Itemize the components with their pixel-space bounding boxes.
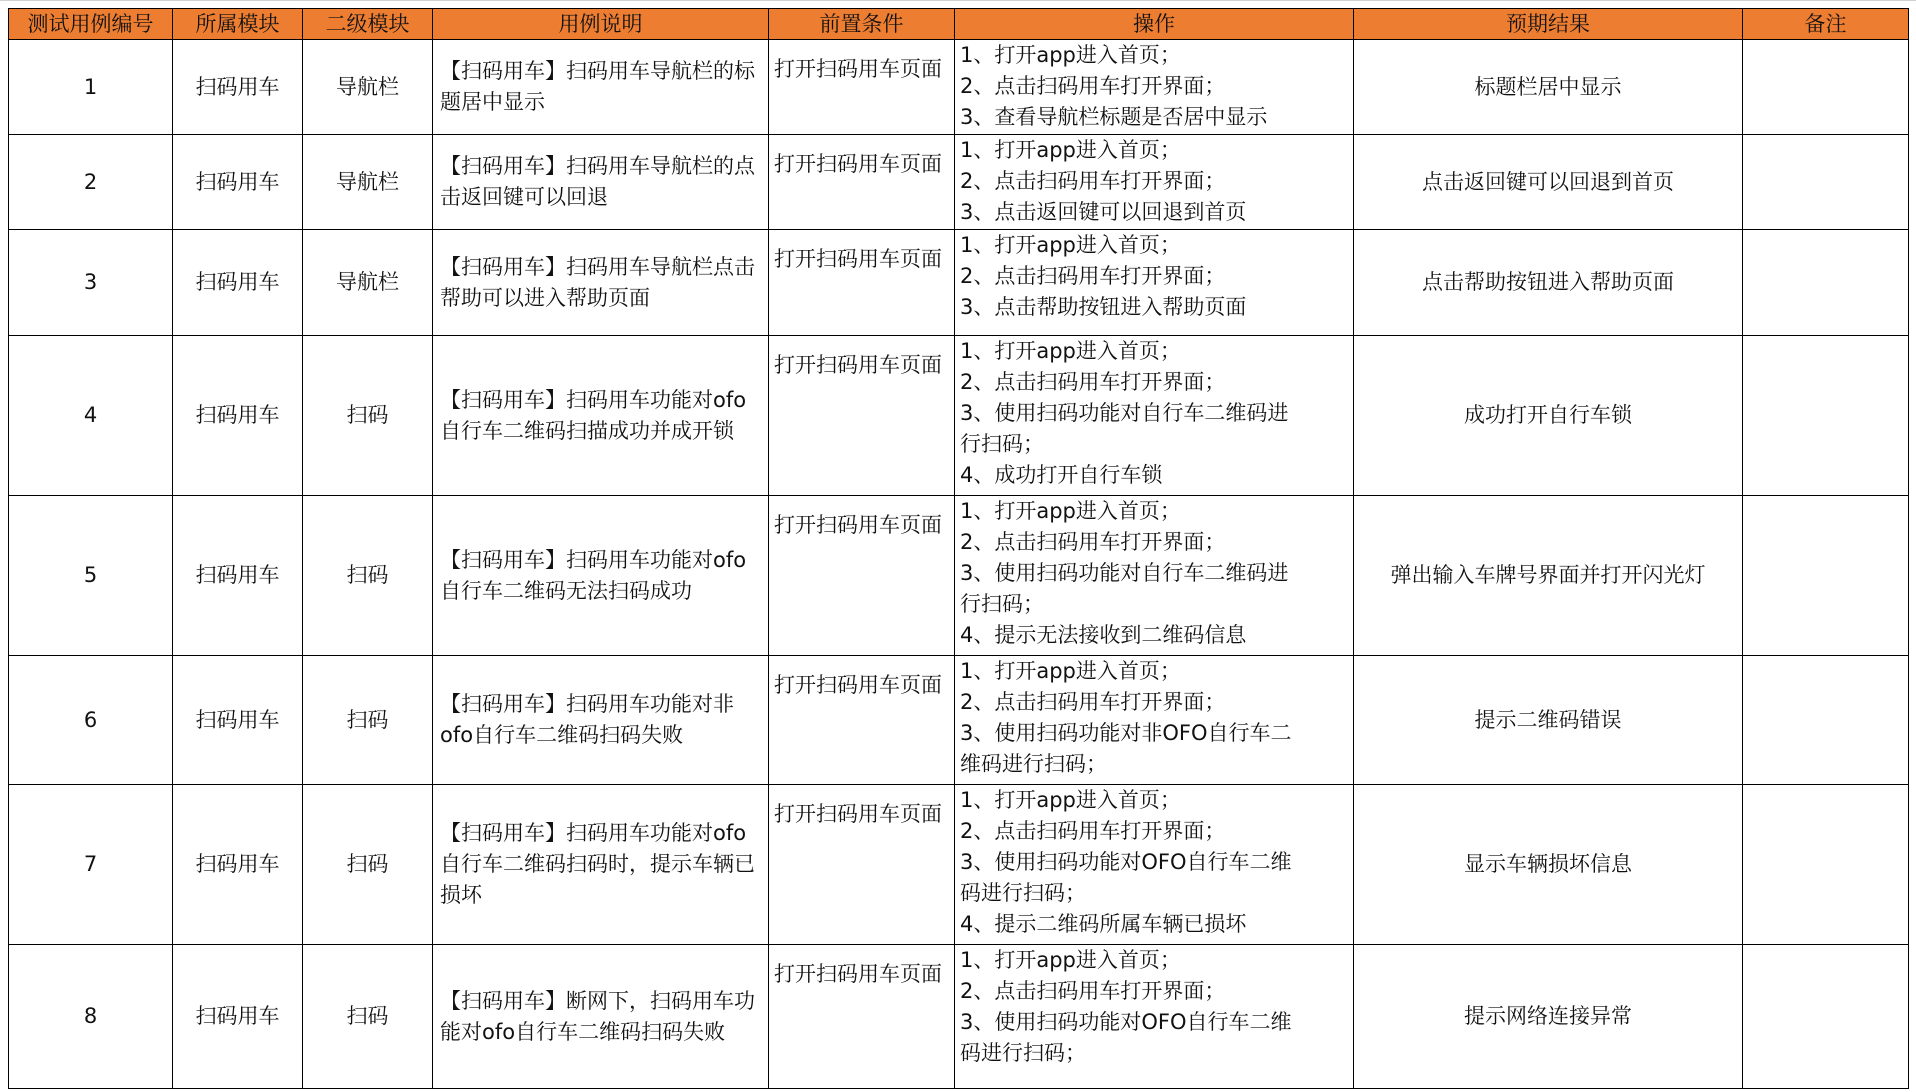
precondition-cell[interactable] xyxy=(769,496,955,656)
operation-step: 2、点击扫码用车打开界面； xyxy=(960,370,1226,394)
operation-step: 4、提示二维码所属车辆已损坏 xyxy=(960,912,1247,936)
module-cell[interactable]: 扫码用车 xyxy=(173,40,303,135)
expected-result-cell[interactable]: 点击返回键可以回退到首页 xyxy=(1354,135,1743,230)
description-text: 【扫码用车】扫码用车导航栏点击帮助可以进入帮助页面 xyxy=(440,254,755,310)
operation-step: 维码进行扫码； xyxy=(960,752,1107,776)
submodule-cell[interactable]: 扫码 xyxy=(303,785,433,945)
submodule-cell[interactable]: 扫码 xyxy=(303,496,433,656)
case-id-cell[interactable]: 8 xyxy=(9,945,173,1089)
submodule-cell[interactable]: 扫码 xyxy=(303,656,433,785)
precondition-cell[interactable] xyxy=(769,230,955,336)
operation-step: 1、打开app进入首页； xyxy=(960,43,1181,67)
operation-step: 3、点击返回键可以回退到首页 xyxy=(960,200,1247,224)
operations-cell[interactable] xyxy=(955,785,1354,945)
submodule-cell[interactable]: 扫码 xyxy=(303,945,433,1089)
table-row xyxy=(9,656,1909,785)
operation-step: 1、打开app进入首页； xyxy=(960,339,1181,363)
module-cell[interactable]: 扫码用车 xyxy=(173,785,303,945)
precondition-text: 打开扫码用车页面 xyxy=(774,152,942,176)
test-case-table xyxy=(8,8,1909,1089)
case-id-cell[interactable]: 5 xyxy=(9,496,173,656)
operation-step: 3、使用扫码功能对OFO自行车二维 xyxy=(960,1010,1292,1034)
operation-step: 行扫码； xyxy=(960,432,1044,456)
table-row xyxy=(9,230,1909,336)
submodule-cell[interactable]: 导航栏 xyxy=(303,230,433,336)
operation-step: 2、点击扫码用车打开界面； xyxy=(960,530,1226,554)
table-row xyxy=(9,785,1909,945)
header-cell[interactable]: 测试用例编号 xyxy=(9,9,173,40)
operation-step: 4、成功打开自行车锁 xyxy=(960,463,1163,487)
table-row xyxy=(9,40,1909,135)
expected-result-cell[interactable]: 提示网络连接异常 xyxy=(1354,945,1743,1089)
precondition-text: 打开扫码用车页面 xyxy=(774,247,942,271)
case-id-cell[interactable]: 2 xyxy=(9,135,173,230)
expected-result-cell[interactable]: 成功打开自行车锁 xyxy=(1354,336,1743,496)
precondition-cell[interactable] xyxy=(769,336,955,496)
operation-step: 1、打开app进入首页； xyxy=(960,948,1181,972)
table-row xyxy=(9,336,1909,496)
note-cell[interactable] xyxy=(1743,785,1909,945)
expected-result-cell[interactable]: 弹出输入车牌号界面并打开闪光灯 xyxy=(1354,496,1743,656)
module-cell[interactable]: 扫码用车 xyxy=(173,496,303,656)
operation-step: 行扫码； xyxy=(960,592,1044,616)
description-text: 【扫码用车】扫码用车功能对ofo自行车二维码扫码时，提示车辆已损坏 xyxy=(440,821,755,907)
operation-step: 1、打开app进入首页； xyxy=(960,138,1181,162)
operation-step: 2、点击扫码用车打开界面； xyxy=(960,74,1226,98)
case-id-cell[interactable]: 3 xyxy=(9,230,173,336)
module-cell[interactable]: 扫码用车 xyxy=(173,135,303,230)
precondition-text: 打开扫码用车页面 xyxy=(774,353,942,377)
precondition-cell[interactable] xyxy=(769,135,955,230)
top-edge-line xyxy=(0,0,1916,1)
submodule-cell[interactable]: 导航栏 xyxy=(303,40,433,135)
header-cell[interactable]: 预期结果 xyxy=(1354,9,1743,40)
description-text: 【扫码用车】扫码用车导航栏的点击返回键可以回退 xyxy=(440,154,755,209)
precondition-cell[interactable] xyxy=(769,785,955,945)
note-cell[interactable] xyxy=(1743,656,1909,785)
expected-result-cell[interactable]: 显示车辆损坏信息 xyxy=(1354,785,1743,945)
description-text: 【扫码用车】扫码用车功能对ofo自行车二维码扫描成功并成开锁 xyxy=(440,387,747,443)
description-cell[interactable] xyxy=(433,945,769,1089)
submodule-cell[interactable]: 扫码 xyxy=(303,336,433,496)
case-id-cell[interactable]: 6 xyxy=(9,656,173,785)
header-cell[interactable]: 备注 xyxy=(1743,9,1909,40)
precondition-cell[interactable] xyxy=(769,656,955,785)
operations-cell[interactable] xyxy=(955,656,1354,785)
precondition-cell[interactable] xyxy=(769,40,955,135)
operation-step: 码进行扫码； xyxy=(960,881,1086,905)
description-cell[interactable] xyxy=(433,230,769,336)
operation-step: 1、打开app进入首页； xyxy=(960,659,1181,683)
operation-step: 3、查看导航栏标题是否居中显示 xyxy=(960,105,1268,129)
description-text: 【扫码用车】扫码用车功能对非ofo自行车二维码扫码失败 xyxy=(440,692,734,747)
header-cell[interactable]: 用例说明 xyxy=(433,9,769,40)
operation-step: 2、点击扫码用车打开界面； xyxy=(960,264,1226,288)
operations-cell[interactable] xyxy=(955,496,1354,656)
header-row xyxy=(9,9,1909,40)
header-cell[interactable]: 前置条件 xyxy=(769,9,955,40)
description-cell[interactable] xyxy=(433,40,769,135)
operations-cell[interactable] xyxy=(955,945,1354,1089)
precondition-text: 打开扫码用车页面 xyxy=(774,962,942,986)
description-cell[interactable] xyxy=(433,496,769,656)
precondition-text: 打开扫码用车页面 xyxy=(774,57,942,81)
operations-cell[interactable] xyxy=(955,230,1354,336)
operation-step: 3、使用扫码功能对非OFO自行车二 xyxy=(960,721,1292,745)
module-cell[interactable]: 扫码用车 xyxy=(173,230,303,336)
note-cell[interactable] xyxy=(1743,40,1909,135)
note-cell[interactable] xyxy=(1743,336,1909,496)
expected-result-cell[interactable]: 提示二维码错误 xyxy=(1354,656,1743,785)
operation-step: 码进行扫码； xyxy=(960,1041,1086,1065)
precondition-cell[interactable] xyxy=(769,945,955,1089)
case-id-cell[interactable]: 4 xyxy=(9,336,173,496)
module-cell[interactable]: 扫码用车 xyxy=(173,656,303,785)
note-cell[interactable] xyxy=(1743,496,1909,656)
submodule-cell[interactable]: 导航栏 xyxy=(303,135,433,230)
operations-cell[interactable] xyxy=(955,40,1354,135)
table-row xyxy=(9,945,1909,1089)
description-cell[interactable] xyxy=(433,135,769,230)
table-row xyxy=(9,135,1909,230)
operation-step: 1、打开app进入首页； xyxy=(960,788,1181,812)
operation-step: 3、使用扫码功能对自行车二维码进 xyxy=(960,561,1289,585)
precondition-text: 打开扫码用车页面 xyxy=(774,673,942,697)
operation-step: 2、点击扫码用车打开界面； xyxy=(960,169,1226,193)
operation-step: 1、打开app进入首页； xyxy=(960,499,1181,523)
header-cell[interactable]: 操作 xyxy=(955,9,1354,40)
note-cell[interactable] xyxy=(1743,945,1909,1089)
table-row xyxy=(9,496,1909,656)
precondition-text: 打开扫码用车页面 xyxy=(774,802,942,826)
precondition-text: 打开扫码用车页面 xyxy=(774,513,942,537)
note-cell[interactable] xyxy=(1743,135,1909,230)
description-cell[interactable] xyxy=(433,785,769,945)
module-cell[interactable]: 扫码用车 xyxy=(173,336,303,496)
case-id-cell[interactable]: 1 xyxy=(9,40,173,135)
header-cell[interactable]: 二级模块 xyxy=(303,9,433,40)
operations-cell[interactable] xyxy=(955,336,1354,496)
operation-step: 3、使用扫码功能对OFO自行车二维 xyxy=(960,850,1292,874)
description-cell[interactable] xyxy=(433,336,769,496)
description-cell[interactable] xyxy=(433,656,769,785)
description-text: 【扫码用车】扫码用车导航栏的标题居中显示 xyxy=(440,59,755,114)
spreadsheet xyxy=(8,8,1909,1089)
expected-result-cell[interactable]: 标题栏居中显示 xyxy=(1354,40,1743,135)
description-text: 【扫码用车】扫码用车功能对ofo自行车二维码无法扫码成功 xyxy=(440,547,747,603)
operation-step: 2、点击扫码用车打开界面； xyxy=(960,819,1226,843)
operation-step: 2、点击扫码用车打开界面； xyxy=(960,979,1226,1003)
case-id-cell[interactable]: 7 xyxy=(9,785,173,945)
operations-cell[interactable] xyxy=(955,135,1354,230)
operation-step: 1、打开app进入首页； xyxy=(960,233,1181,257)
note-cell[interactable] xyxy=(1743,230,1909,336)
operation-step: 2、点击扫码用车打开界面； xyxy=(960,690,1226,714)
header-cell[interactable]: 所属模块 xyxy=(173,9,303,40)
operation-step: 4、提示无法接收到二维码信息 xyxy=(960,623,1247,647)
module-cell[interactable]: 扫码用车 xyxy=(173,945,303,1089)
expected-result-cell[interactable]: 点击帮助按钮进入帮助页面 xyxy=(1354,230,1743,336)
operation-step: 3、使用扫码功能对自行车二维码进 xyxy=(960,401,1289,425)
operation-step: 3、点击帮助按钮进入帮助页面 xyxy=(960,295,1247,319)
description-text: 【扫码用车】断网下，扫码用车功能对ofo自行车二维码扫码失败 xyxy=(440,988,755,1044)
